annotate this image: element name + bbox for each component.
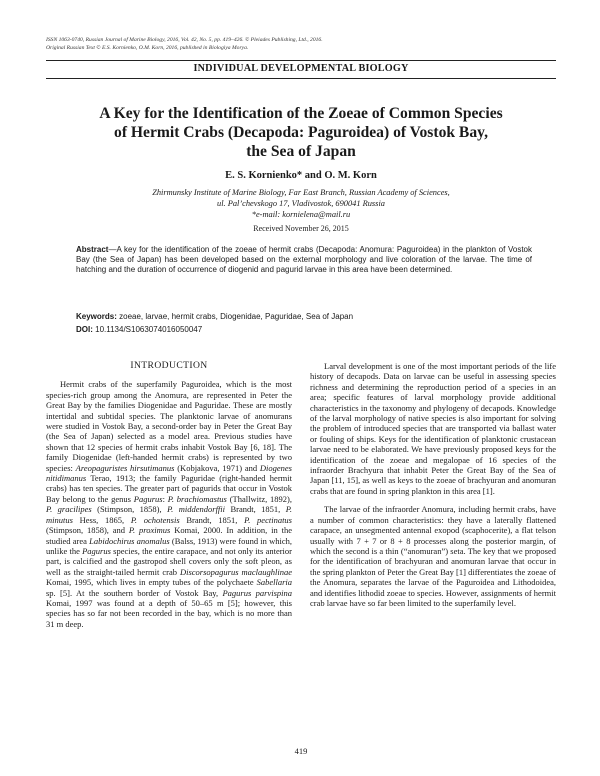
journal-header-line2: Original Russian Text © E.S. Kornienko, O.M. Korn, 2016, published in Biologiya Morya. (46, 45, 249, 51)
title-line-3: the Sea of Japan (246, 143, 356, 160)
species-name: P. brachiomastus (167, 493, 227, 504)
doi-text: 10.1134/S1063074016050047 (92, 325, 203, 334)
genus-name: Pagurus (133, 493, 163, 504)
section-rule-bottom (46, 78, 556, 79)
species-name: Areopaguristes hirsutimanus (75, 462, 175, 473)
introduction-heading: INTRODUCTION (130, 360, 208, 371)
right-column (310, 361, 556, 608)
affiliation-line-2: ul. Pal’chevskogo 17, Vladivostok, 690041 Russia (217, 199, 385, 208)
species-name: P. proximus (128, 525, 171, 536)
species-name: Discorsopagurus maclaughlinae (179, 566, 292, 577)
abstract-label: Abstract (76, 245, 109, 254)
title-line-2: of Hermit Crabs (Decapoda: Paguroidea) of Vostok Bay, (114, 124, 488, 141)
species-name: Pagurus parvispina (222, 587, 292, 598)
title-line-1: A Key for the Identification of the Zoeae of Common Species (99, 105, 503, 122)
intro-paragraph-1: Hermit crabs of the superfamily Paguroidea, which is the most species-rich group among the Anomura, are represented in Peter the Great Bay by the families Diogenidae and Paguridae. These are mostly intertidal and subtidal species. The planktonic larvae of anomurans were studied in Vostok Bay, a second-order bay in Peter the Great Bay (the Sea of Japan) selected as a model area. Previous studies have shown that 12 species of hermit crabs inhabit Vostok Bay [6, 18]. The family Diogenidae (left-handed hermit crabs) is represented by two species: Areopaguristes hirsutimanus (Kobjakova, 1971) and Diogenes nitidimanus Terao, 1913; the family Paguridae (right-handed hermit crabs) has ten species. The greater part of pagurids that occur in Vostok Bay belong to the genus Pagurus: P. brachiomastus (Thallwitz, 1892), P. gracilipes (Stimpson, 1858), P. middendorffii Brandt, 1851, P. minutus Hess, 1865, P. ochotensis Brandt, 1851, P. pectinatus (Stimpson, 1858), and P. proximus Komai, 2000. In addition, in the studied area Labidochirus anomalus (Balss, 1913) were found in which, unlike the Pagurus species, the entire carapace, and not only its anterior part, is calcified and the gastropod shell covers only the soft pleon, as well as the straight-tailed hermit crab Discorsopagurus maclaughlinae Komai, 1995, which lives in empty tubes of the polychaete Sabellaria sp. [5]. At the southern border of Vostok Bay, Pagurus parvispina Komai, 1997 was found at a depth of 50–65 m [5]; however, this species has so far not been recorded in the bay, which is no more than 31 m deep. (46, 379, 293, 629)
page-number: 419 (294, 746, 308, 756)
keywords-text: zoeae, larvae, hermit crabs, Diogenidae, Paguridae, Sea of Japan (116, 312, 354, 321)
species-name: Labidochirus anomalus (89, 535, 170, 546)
genus-name: Sabellaria (256, 577, 292, 588)
doi (76, 325, 532, 335)
received-date: Received November 26, 2015 (253, 224, 349, 233)
species-name: P. gracilipes (46, 504, 92, 515)
keywords (76, 312, 532, 322)
abstract (76, 245, 532, 275)
affiliation-line-1: Zhirmunsky Institute of Marine Biology, Far East Branch, Russian Academy of Sciences, (152, 188, 450, 197)
article-title (46, 104, 556, 161)
right-paragraph-1: Larval development is one of the most important periods of the life history of decapods. Data on larvae can be useful in assessing species richness and determining the reproduction period of a species in an area; specific features of larval morphology provide additional characteristics in the taxonomy and phylogeny of decapods. Knowledge of the larval morphology of native species is also important for solving the problem of introduced species that are transported via ballast water or fouling of ships. Keys for the identification of planktonic crustacean larvae need to be elaborated. We have previously proposed keys for the identification of the zoeae and megalopae of 16 species of the infraorder Brachyura that inhabit Peter the Great Bay of the Sea of Japan [11, 15], as well as keys to the zoeae of brachyuran and anomuran crabs that are found in spring plankton in this area [1]. (310, 361, 556, 496)
journal-header-line1: ISSN 1063-0740, Russian Journal of Marine Biology, 2016, Vol. 42, No. 5, pp. 419–426. © Pleiades Publishing, Ltd., 2016. (46, 37, 323, 43)
species-name: P. ochotensis (130, 514, 180, 525)
species-name: P. minutus (46, 504, 292, 525)
right-paragraph-2: The larvae of the infraorder Anomura, including hermit crabs, have a number of common characteristics: they have a laterally flattened carapace, an unsegmented antennal exopod (scaphocerite), a flat telson usually with 7 + 7 or 8 + 8 processes along the posterior margin, of which the second is a thin (“anomuran”) seta. The key that we proposed for the identification of brachyuran and anomuran larvae that occur in the spring plankton of Peter the Great Bay [1] differentiates the zoeae of the Anomura, separates the larvae of the Paguroidea and Lithodoidea, and identifies lithodid zoeae to species. However, assignments of hermit crab larvae have so far been limited to the superfamily level. (310, 504, 556, 608)
authors: E. S. Kornienko* and O. M. Korn (225, 170, 377, 181)
section-rule-top (46, 60, 556, 61)
species-name: P. pectinatus (244, 514, 292, 525)
genus-name: Pagurus (82, 545, 111, 556)
species-name: P. middendorffii (167, 504, 226, 515)
left-column (46, 361, 292, 629)
species-name: Diogenes nitidimanus (46, 462, 292, 484)
author-email: *e-mail: kornielena@mail.ru (251, 210, 351, 219)
doi-label: DOI: (76, 325, 93, 334)
affiliation (46, 187, 556, 220)
abstract-text: —A key for the identification of the zoeae of hermit crabs (Decapoda: Anomura: Paguroidea) in the plankton of Vostok Bay (the Sea of Japan) has been developed based on the external morphology and live coloration of the larvae. The time of hatching and the duration of occurrence of diogenid and pagurid larvae in this area have been determined. (76, 245, 532, 274)
section-title: INDIVIDUAL DEVELOPMENTAL BIOLOGY (193, 63, 409, 74)
keywords-label: Keywords: (76, 312, 117, 321)
